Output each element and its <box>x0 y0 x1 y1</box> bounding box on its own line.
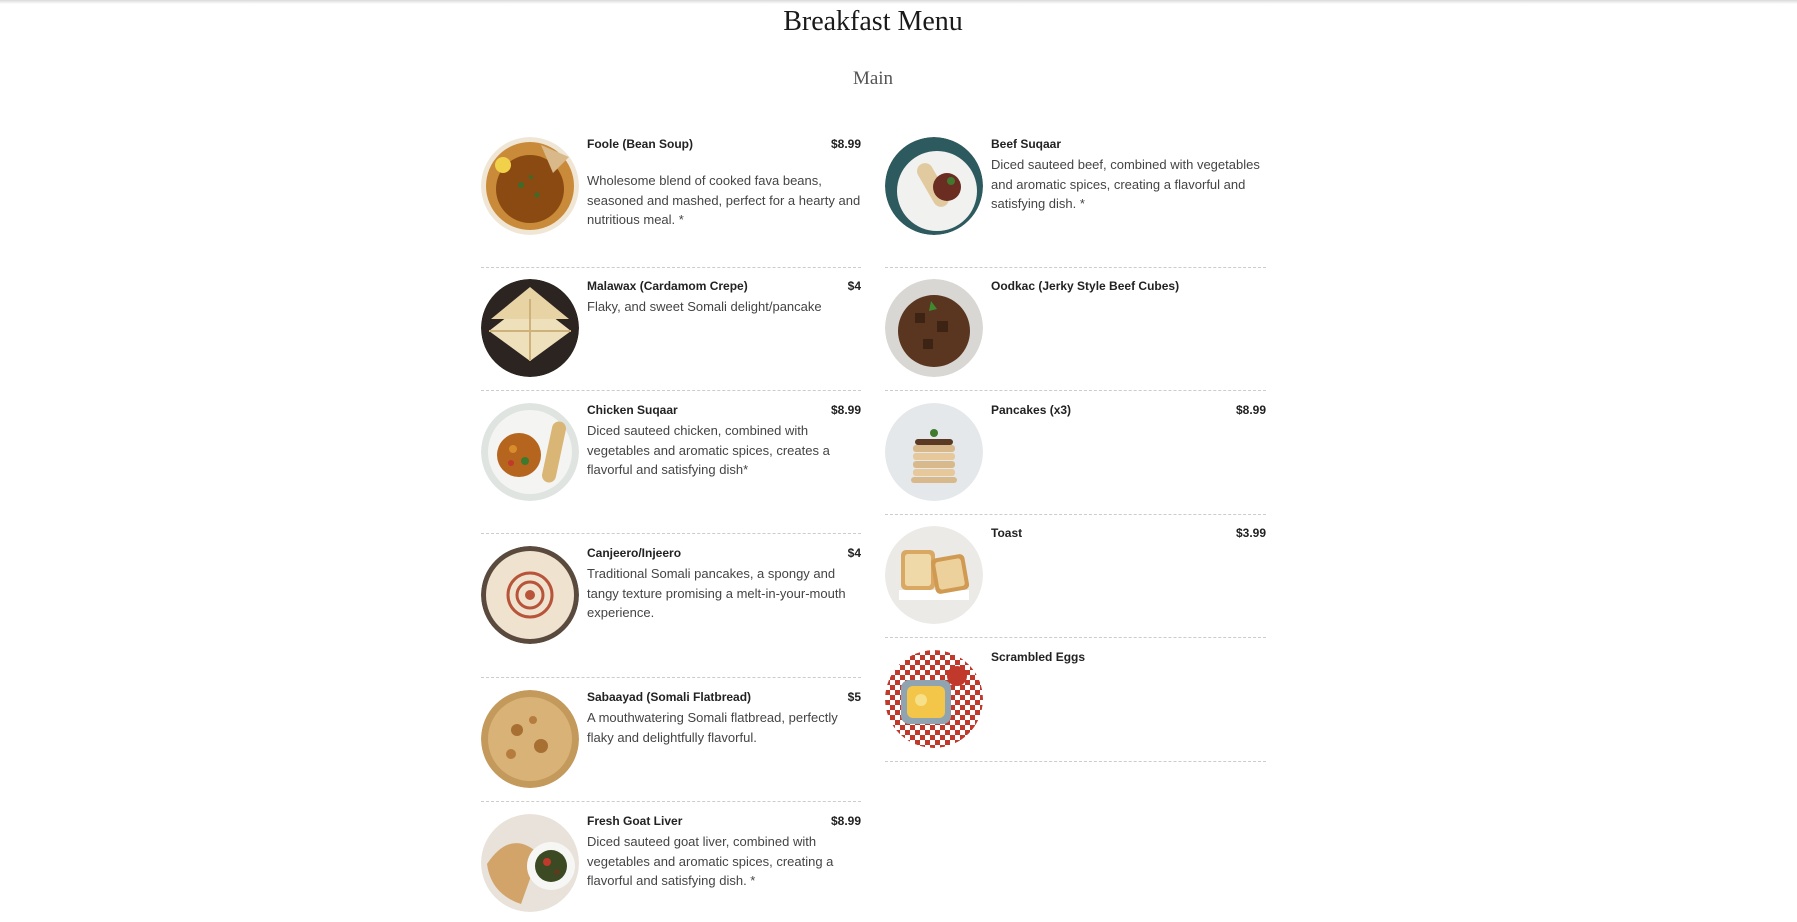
menu-item-goat-liver[interactable] <box>481 814 861 922</box>
toast-image <box>885 526 983 624</box>
item-name: Toast <box>991 526 1023 540</box>
item-name: Oodkac (Jerky Style Beef Cubes) <box>991 279 1180 293</box>
goat-liver-image <box>481 814 579 912</box>
item-price: $3.99 <box>1235 526 1266 540</box>
item-name: Fresh Goat Liver <box>587 814 683 828</box>
menu-item-malawax[interactable] <box>481 279 861 391</box>
item-description: Diced sauteed chicken, combined with vegetables and aromatic spices, creates a flavorful and satisfying dish* <box>587 423 830 477</box>
item-description: Traditional Somali pancakes, a spongy and tangy texture promising a melt-in-your-mouth experience. <box>587 566 846 620</box>
menu-item-pancakes[interactable] <box>885 403 1266 515</box>
foole-image <box>481 137 579 235</box>
item-description: Diced sauteed beef, combined with vegetables and aromatic spices, creating a flavorful and satisfying dish. * <box>991 157 1260 211</box>
item-name: Scrambled Eggs <box>991 650 1086 664</box>
oodkac-image <box>885 279 983 377</box>
item-name: Sabaayad (Somali Flatbread) <box>587 690 752 704</box>
item-name: Malawax (Cardamom Crepe) <box>587 279 748 293</box>
item-price: $8.99 <box>830 403 861 417</box>
item-name: Foole (Bean Soup) <box>587 137 693 151</box>
item-name: Pancakes (x3) <box>991 403 1072 417</box>
chicken-suqaar-image <box>481 403 579 501</box>
item-name: Beef Suqaar <box>991 137 1062 151</box>
menu-item-foole[interactable] <box>481 137 861 268</box>
menu-item-chicken-suqaar[interactable] <box>481 403 861 534</box>
menu-item-toast[interactable] <box>885 526 1266 638</box>
page-title: Breakfast Menu <box>783 6 963 37</box>
item-price: $4 <box>847 546 861 560</box>
item-price: $8.99 <box>830 814 861 828</box>
item-price: $8.99 <box>1235 403 1266 417</box>
malawax-image <box>481 279 579 377</box>
menu-item-canjeero[interactable] <box>481 546 861 678</box>
item-name: Canjeero/Injeero <box>587 546 682 560</box>
canjeero-image <box>481 546 579 644</box>
item-description: Diced sauteed goat liver, combined with vegetables and aromatic spices, creating a flavorful and satisfying dish. * <box>587 834 834 888</box>
menu-item-sabaayad[interactable] <box>481 690 861 802</box>
item-price: $8.99 <box>830 137 861 151</box>
item-description: Flaky, and sweet Somali delight/pancake <box>587 299 822 314</box>
scrambled-eggs-image <box>885 650 983 748</box>
top-shadow <box>0 0 1797 4</box>
item-description: A mouthwatering Somali flatbread, perfectly flaky and delightfully flavorful. <box>587 710 838 745</box>
menu-item-beef-suqaar[interactable] <box>885 137 1266 268</box>
beef-suqaar-image <box>885 137 983 235</box>
menu-item-scrambled-eggs[interactable] <box>885 650 1266 762</box>
menu-item-oodkac[interactable] <box>885 279 1266 391</box>
item-price: $4 <box>847 279 861 293</box>
item-price: $5 <box>847 690 861 704</box>
section-title: Main <box>852 68 894 89</box>
pancakes-image <box>885 403 983 501</box>
sabaayad-image <box>481 690 579 788</box>
item-name: Chicken Suqaar <box>587 403 678 417</box>
item-description: Wholesome blend of cooked fava beans, seasoned and mashed, perfect for a hearty and nutritious meal. * <box>587 173 861 227</box>
